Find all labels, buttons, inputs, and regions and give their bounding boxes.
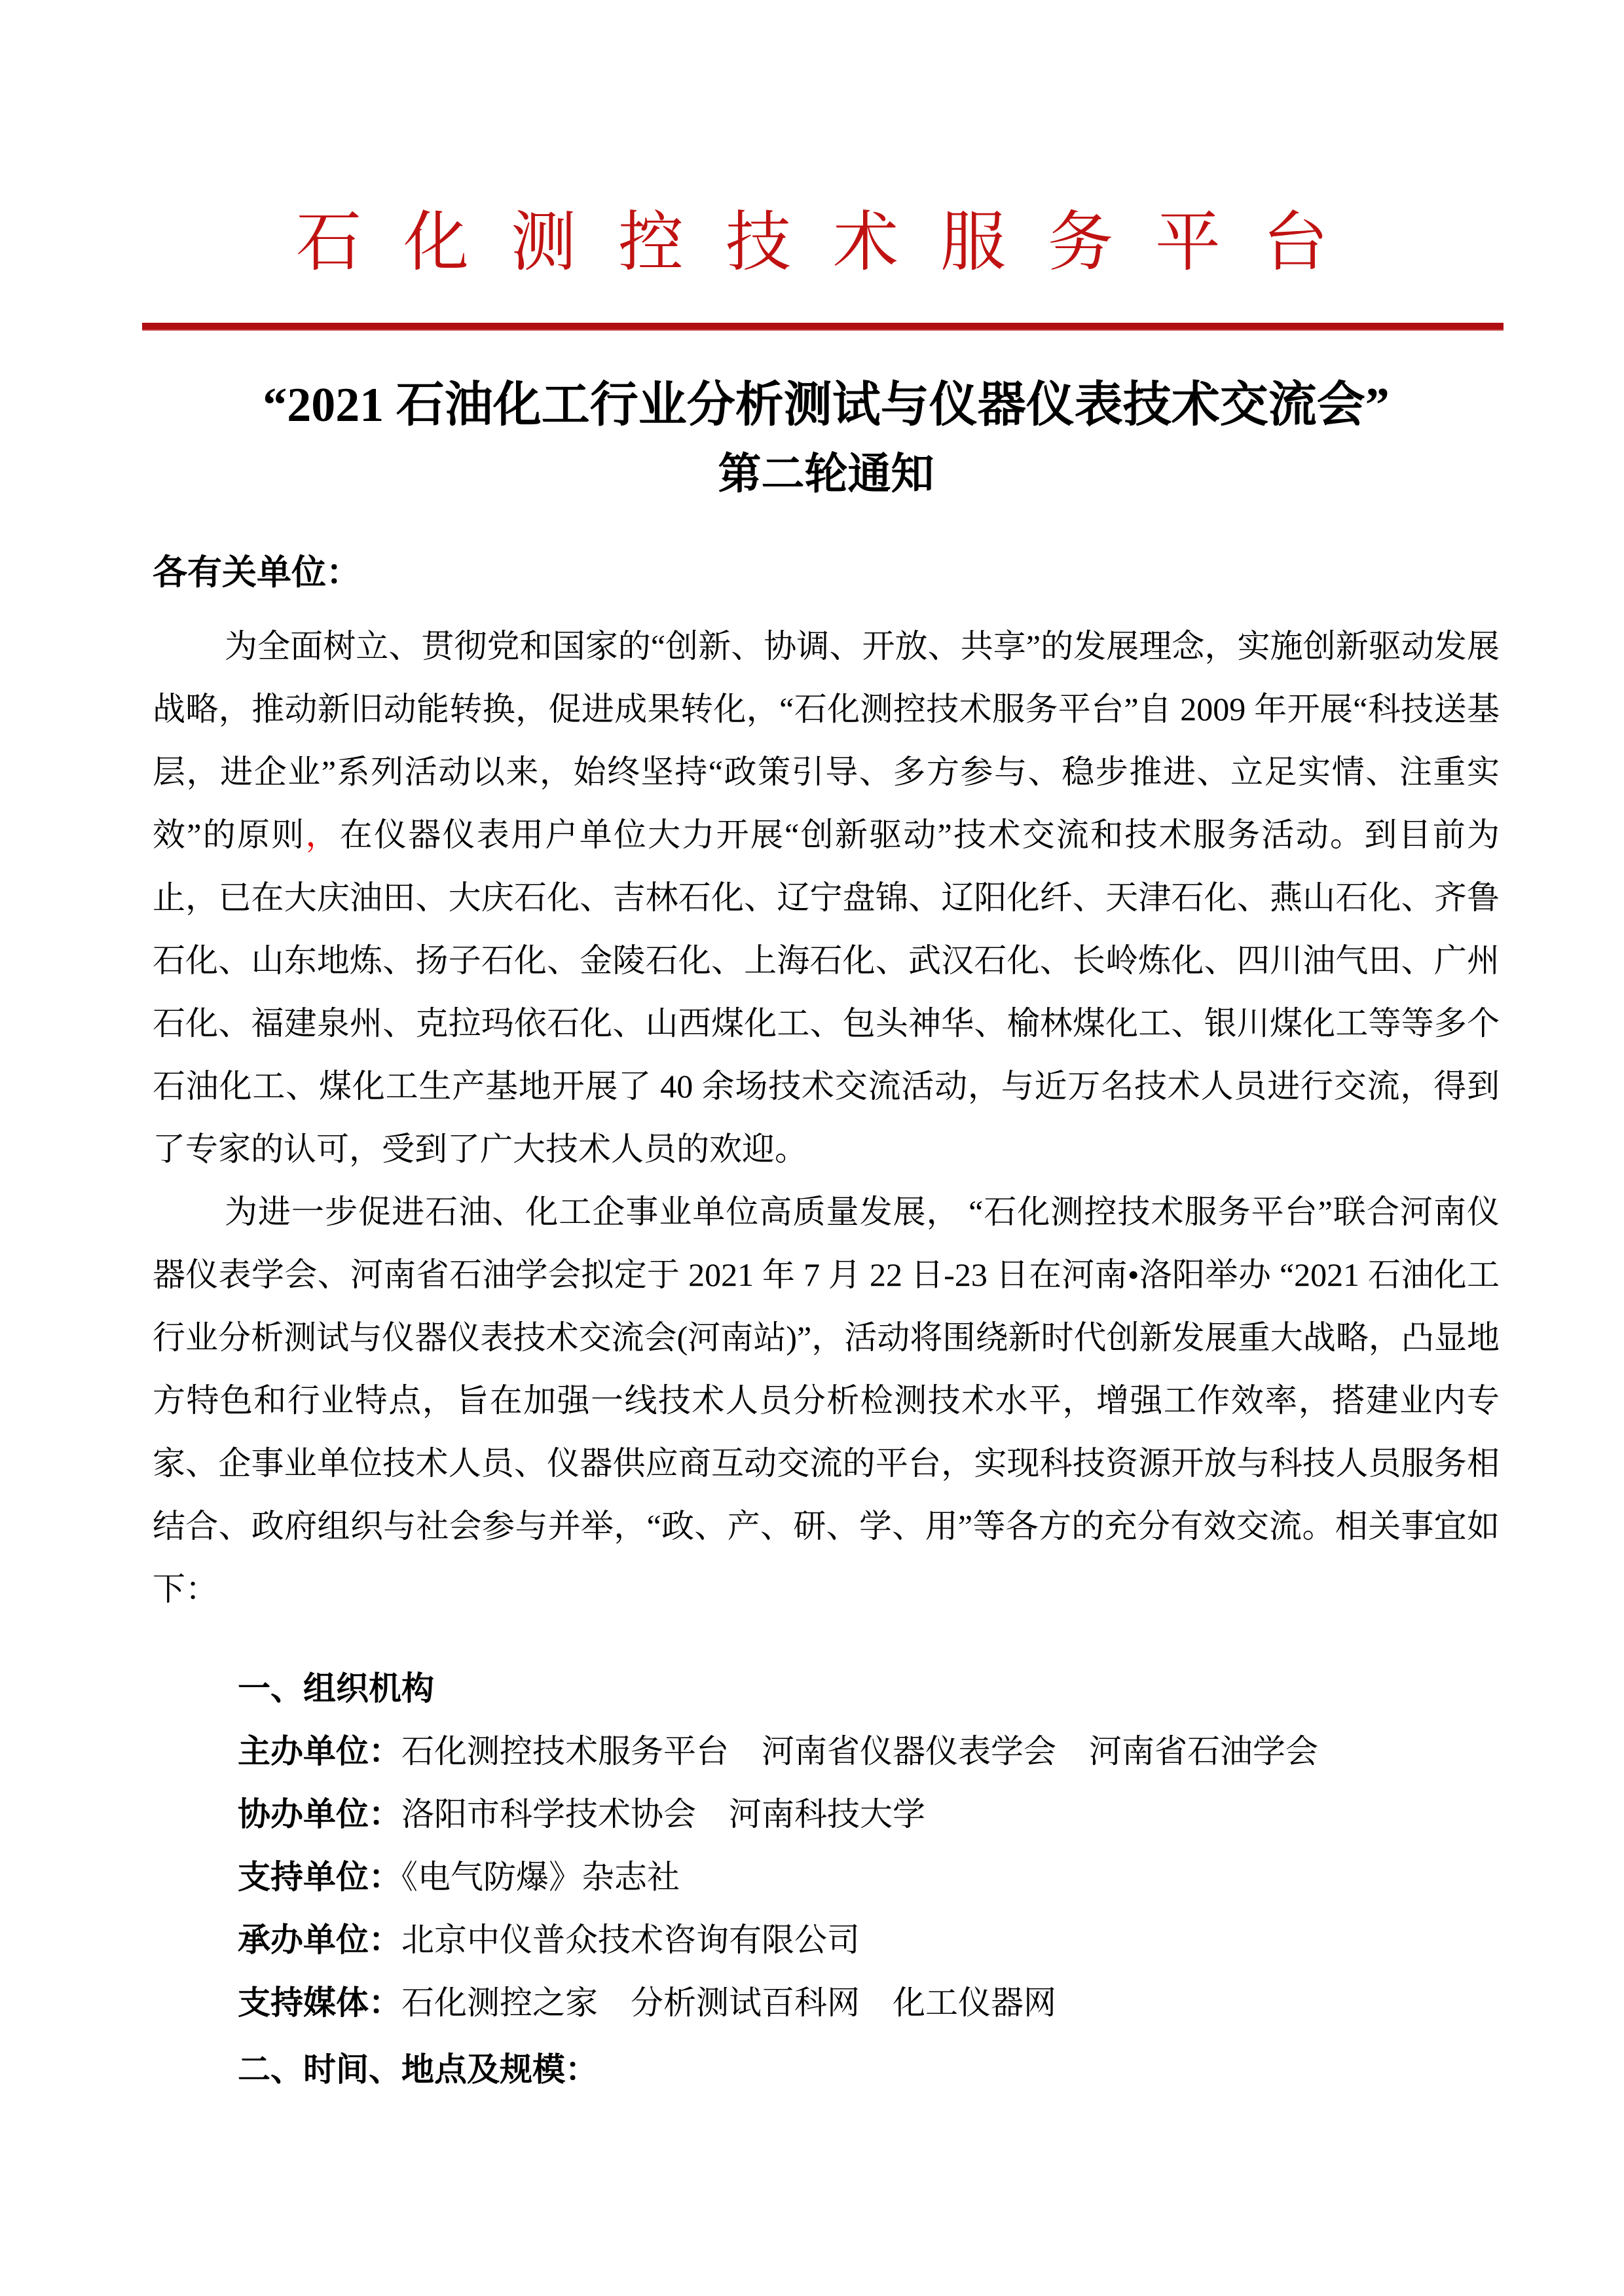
org-item-organizer (153, 1908, 1500, 1971)
org-item-host (153, 1720, 1500, 1783)
paragraph-1-text-a: 为全面树立、贯彻党和国家的“创新、协调、开放、共享”的发展理念，实施创新驱动发展战略，推动新旧动能转换，促进成果转化，“石化测控技术服务平台”自 2009 年开展“科技送基层，进企业”系列活动以来，始终坚持“政策引导、多方参与、稳步推进、立足实情、注重实效”的原则 (153, 628, 1500, 853)
doc-subtitle: 第二轮通知 (718, 450, 934, 498)
org-item-value: 石化测控技术服务平台 河南省仪器仪表学会 河南省石油学会 (401, 1733, 1318, 1770)
org-item-value: 《电气防爆》杂志社 (401, 1859, 680, 1895)
doc-title: “2021 石油化工行业分析测试与仪器仪表技术交流会” (263, 378, 1390, 432)
org-item-supporting-unit (153, 1846, 1500, 1908)
org-item-label: 支持单位： (238, 1859, 401, 1895)
org-item-value: 石化测控之家 分析测试百科网 化工仪器网 (401, 1984, 1056, 2021)
masthead-divider-rule (142, 323, 1504, 331)
section-heading-organization: 一、组织机构 (238, 1670, 434, 1707)
section-heading-time-place-scale: 二、时间、地点及规模： (238, 2051, 598, 2088)
org-item-value: 洛阳市科学技术协会 河南科技大学 (401, 1796, 925, 1832)
org-item-value: 北京中仪普众技术咨询有限公司 (401, 1922, 860, 1958)
org-item-label: 主办单位： (238, 1733, 401, 1770)
salutation: 各有关单位： (153, 554, 361, 592)
org-item-supporting-media (153, 1971, 1500, 2034)
org-item-label: 支持媒体： (238, 1984, 401, 2021)
paragraph-1 (153, 615, 1500, 1180)
masthead-title: 石化测控技术服务平台 (296, 206, 1370, 279)
paragraph-2: 为进一步促进石油、化工企事业单位高质量发展， “石化测控技术服务平台”联合河南仪器仪表学会、河南省石油学会拟定于 2021 年 7 月 22 日-23 日在河南•洛阳举办 “2021 石油化工行业分析测试与仪器仪表技术交流会(河南站)”，活动将围绕新时代创新发展重大战略，凸显地方特色和行业特点，旨在加强一线技术人员分析检测技术水平，增强工作效率，搭建业内专家、企事业单位技术人员、仪器供应商互动交流的平台，实现科技资源开放与科技人员服务相结合、政府组织与社会参与并举，“政、产、研、学、用”等各方的充分有效交流。相关事宜如下： (153, 1194, 1500, 1607)
org-item-label: 协办单位： (238, 1796, 401, 1832)
org-item-cohost (153, 1783, 1500, 1846)
org-item-label: 承办单位： (238, 1922, 401, 1958)
paragraph-1-text-b: 在仪器仪表用户单位大力开展“创新驱动”技术交流和技术服务活动。到目前为止，已在大庆油田、大庆石化、吉林石化、辽宁盘锦、辽阳化纤、天津石化、燕山石化、齐鲁石化、山东地炼、扬子石化、金陵石化、上海石化、武汉石化、长岭炼化、四川油气田、广州石化、福建泉州、克拉玛依石化、山西煤化工、包头神华、榆林煤化工、银川煤化工等等多个石油化工、煤化工生产基地开展了 40 余场技术交流活动，与近万名技术人员进行交流，得到了专家的认可，受到了广大技术人员的欢迎。 (153, 816, 1500, 1167)
red-comma-highlight: ， (305, 816, 340, 853)
